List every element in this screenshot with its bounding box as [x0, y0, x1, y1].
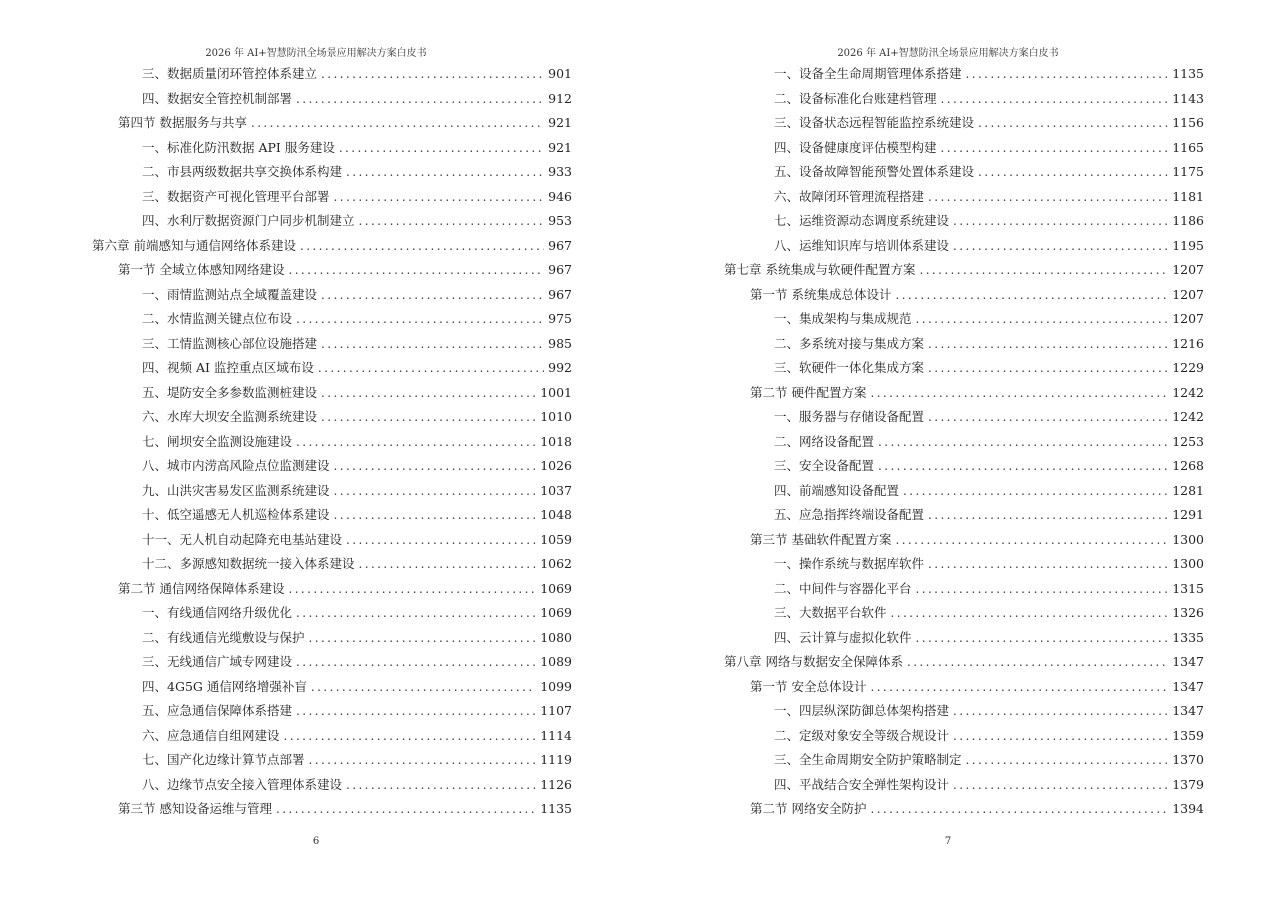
toc-entry-title: 十一、无人机自动起降充电基站建设: [142, 531, 343, 547]
toc-leader-dots: [870, 676, 1168, 698]
toc-leader-dots: [296, 700, 536, 722]
toc-entry[interactable]: [774, 700, 1204, 722]
toc-entry-page: 975: [548, 311, 572, 326]
toc-leader-dots: [870, 798, 1168, 820]
toc-entry[interactable]: [142, 627, 572, 649]
toc-entry[interactable]: [142, 749, 572, 771]
toc-entry-page: 967: [548, 262, 572, 277]
toc-entry-title: 三、数据资产可视化管理平台部署: [142, 188, 330, 204]
toc-entry-title: 三、工情监测核心部位设施搭建: [142, 335, 318, 351]
toc-leader-dots: [895, 284, 1168, 306]
toc-entry-title: 第三节 感知设备运维与管理: [118, 801, 272, 816]
toc-entry-page: 1059: [540, 531, 572, 547]
toc-leader-dots: [903, 480, 1168, 502]
toc-entry-page: 985: [548, 335, 572, 351]
toc-entry-page: 1135: [540, 801, 572, 816]
toc-entry-title: 第六章 前端感知与通信网络体系建设: [92, 237, 296, 253]
toc-entry-page: 1300: [1172, 531, 1204, 547]
toc-entry[interactable]: [142, 137, 572, 159]
toc-entry-page: 1143: [1172, 90, 1204, 106]
toc-leader-dots: [296, 651, 536, 673]
toc-entry-title: 四、前端感知设备配置: [774, 482, 900, 498]
toc-entry-title: 第一节 系统集成总体设计: [750, 286, 892, 302]
toc-leader-dots: [251, 112, 544, 134]
toc-entry[interactable]: [774, 504, 1204, 526]
toc-entry-page: 1001: [540, 384, 572, 400]
toc-leader-dots: [953, 235, 1168, 257]
toc-entry[interactable]: [774, 774, 1204, 796]
toc-leader-dots: [916, 627, 1169, 649]
toc-entry-title: 七、国产化边缘计算节点部署: [142, 752, 305, 767]
toc-entry-page: 967: [548, 286, 572, 302]
toc-entry[interactable]: [750, 798, 1204, 820]
toc-entry[interactable]: [774, 333, 1204, 355]
toc-entry-title: 三、大数据平台软件: [774, 605, 887, 620]
toc-entry-title: 八、边缘节点安全接入管理体系建设: [142, 776, 343, 792]
toc-leader-dots: [895, 529, 1168, 551]
toc-entry[interactable]: [750, 382, 1204, 404]
toc-entry-page: 1281: [1172, 482, 1204, 498]
toc-entry-title: 七、闸坝安全监测设施建设: [142, 433, 293, 449]
toc-entry-title: 三、无线通信广域专网建设: [142, 654, 293, 669]
toc-entry[interactable]: [142, 725, 572, 747]
toc-entry[interactable]: [142, 774, 572, 796]
toc-leader-dots: [296, 88, 544, 110]
toc-leader-dots: [318, 357, 544, 379]
toc-leader-dots: [359, 553, 537, 575]
toc-entry[interactable]: [118, 578, 572, 600]
toc-entry-title: 第八章 网络与数据安全保障体系: [724, 654, 903, 669]
toc-entry-page: 1135: [1172, 66, 1204, 81]
toc-entry-title: 一、操作系统与数据库软件: [774, 556, 925, 571]
toc-entry-page: 1126: [540, 776, 572, 792]
toc-entry[interactable]: [142, 406, 572, 428]
toc-entry-title: 第七章 系统集成与软硬件配置方案: [724, 262, 916, 277]
toc-entry-page: 1207: [1172, 311, 1204, 326]
toc-entry[interactable]: [774, 406, 1204, 428]
toc-entry[interactable]: [774, 137, 1204, 159]
toc-leader-dots: [296, 308, 544, 330]
toc-entry-page: 1026: [540, 458, 572, 473]
toc-entry-page: 1370: [1172, 752, 1204, 767]
toc-leader-dots: [288, 259, 544, 281]
toc-leader-dots: [978, 161, 1168, 183]
toc-entry-page: 1165: [1172, 139, 1204, 155]
toc-entry-title: 三、安全设备配置: [774, 458, 875, 473]
toc-entry-page: 1195: [1172, 237, 1204, 253]
toc-entry-title: 二、多系统对接与集成方案: [774, 335, 925, 351]
toc-entry-page: 1037: [540, 482, 572, 498]
toc-entry-page: 1069: [540, 580, 572, 596]
toc-entry-title: 二、水情监测关键点位布设: [142, 311, 293, 326]
toc-leader-dots: [928, 357, 1168, 379]
toc-entry-title: 五、设备故障智能预警处置体系建设: [774, 164, 975, 179]
toc-entry-page: 992: [548, 360, 572, 375]
toc-leader-dots: [334, 480, 537, 502]
toc-leader-dots: [941, 88, 1169, 110]
toc-entry-page: 1181: [1172, 188, 1204, 204]
toc-entry-page: 1107: [540, 703, 572, 718]
toc-entry-title: 八、运维知识库与培训体系建设: [774, 237, 950, 253]
toc-entry-title: 三、软硬件一体化集成方案: [774, 360, 925, 375]
toc-entry[interactable]: [774, 308, 1204, 330]
toc-entry-page: 1099: [540, 678, 572, 694]
toc-entry-page: 1018: [540, 433, 572, 449]
page-number: 7: [944, 836, 952, 847]
toc-entry-title: 四、视频 AI 监控重点区域布设: [142, 360, 314, 375]
toc-entry-page: 1010: [540, 409, 572, 424]
toc-entry-title: 第一节 安全总体设计: [750, 678, 867, 694]
toc-entry-page: 1300: [1172, 556, 1204, 571]
toc-entry-title: 四、4G5G 通信网络增强补盲: [142, 678, 307, 694]
toc-leader-dots: [346, 529, 536, 551]
toc-entry-title: 六、水库大坝安全监测系统建设: [142, 409, 318, 424]
toc-leader-dots: [346, 774, 536, 796]
toc-entry-page: 1315: [1172, 580, 1204, 596]
toc-entry[interactable]: [774, 431, 1204, 453]
toc-leader-dots: [907, 651, 1168, 673]
toc-leader-dots: [300, 235, 544, 257]
toc-entry-page: 1062: [540, 556, 572, 571]
toc-leader-dots: [966, 749, 1169, 771]
toc-entry-page: 1119: [540, 752, 572, 767]
toc-entry[interactable]: [118, 112, 572, 134]
toc-entry[interactable]: [142, 88, 572, 110]
toc-entry[interactable]: [142, 284, 572, 306]
toc-entry-title: 二、定级对象安全等级合规设计: [774, 727, 950, 743]
toc-entry[interactable]: [774, 186, 1204, 208]
toc-leader-dots: [878, 455, 1168, 477]
toc-entry-page: 1175: [1172, 164, 1204, 179]
toc-entry[interactable]: [774, 578, 1204, 600]
toc-leader-dots: [953, 700, 1168, 722]
toc-entry-page: 1253: [1172, 433, 1204, 449]
toc-leader-dots: [288, 578, 536, 600]
toc-leader-dots: [296, 431, 536, 453]
toc-entry-page: 1394: [1172, 801, 1204, 816]
toc-leader-dots: [966, 63, 1169, 85]
toc-entry[interactable]: [724, 651, 1204, 673]
toc-entry-page: 1242: [1172, 409, 1204, 424]
toc-entry[interactable]: [142, 700, 572, 722]
toc-entry-page: 933: [548, 164, 572, 179]
toc-leader-dots: [919, 259, 1168, 281]
toc-entry[interactable]: [142, 676, 572, 698]
toc-entry-title: 二、中间件与容器化平台: [774, 580, 912, 596]
toc-entry[interactable]: [774, 480, 1204, 502]
toc-entry[interactable]: [774, 63, 1204, 85]
toc-entry-title: 一、集成架构与集成规范: [774, 311, 912, 326]
toc-leader-dots: [339, 137, 544, 159]
toc-entry[interactable]: [142, 161, 572, 183]
toc-entry[interactable]: [142, 651, 572, 673]
toc-entry-page: 1207: [1172, 262, 1204, 277]
toc-entry[interactable]: [774, 161, 1204, 183]
toc-entry-title: 四、云计算与虚拟化软件: [774, 629, 912, 645]
toc-entry-page: 1229: [1172, 360, 1204, 375]
toc-entry-title: 三、设备状态远程智能监控系统建设: [774, 115, 975, 130]
toc-entry-title: 五、应急通信保障体系搭建: [142, 703, 293, 718]
toc-entry-title: 一、标准化防汛数据 API 服务建设: [142, 139, 335, 155]
toc-entry-title: 五、堤防安全多参数监测桩建设: [142, 384, 318, 400]
toc-leader-dots: [928, 553, 1168, 575]
toc-leader-dots: [296, 602, 536, 624]
toc-leader-dots: [928, 406, 1168, 428]
toc-entry-title: 六、故障闭环管理流程搭建: [774, 188, 925, 204]
toc-entry-title: 四、设备健康度评估模型构建: [774, 139, 937, 155]
toc-entry[interactable]: [142, 480, 572, 502]
toc-entry-title: 一、四层纵深防御总体架构搭建: [774, 703, 950, 718]
toc-leader-dots: [311, 676, 536, 698]
toc-leader-dots: [928, 504, 1168, 526]
toc-entry-page: 1359: [1172, 727, 1204, 743]
toc-entry-page: 1379: [1172, 776, 1204, 792]
toc-leader-dots: [916, 308, 1169, 330]
toc-entry-page: 946: [548, 188, 572, 204]
toc-leader-dots: [309, 627, 537, 649]
toc-leader-dots: [284, 725, 537, 747]
toc-entry[interactable]: [118, 259, 572, 281]
toc-entry[interactable]: [142, 63, 572, 85]
toc-entry-page: 1080: [540, 629, 572, 645]
toc-entry-page: 1186: [1172, 213, 1204, 228]
toc-entry-page: 1326: [1172, 605, 1204, 620]
toc-leader-dots: [276, 798, 536, 820]
toc-leader-dots: [346, 161, 544, 183]
toc-entry[interactable]: [142, 602, 572, 624]
toc-entry-title: 十二、多源感知数据统一接入体系建设: [142, 556, 355, 571]
toc-entry[interactable]: [142, 186, 572, 208]
toc-entry[interactable]: [774, 749, 1204, 771]
toc-entry[interactable]: [724, 259, 1204, 281]
toc-entry-title: 九、山洪灾害易发区监测系统建设: [142, 482, 330, 498]
toc-entry-title: 三、全生命周期安全防护策略制定: [774, 752, 962, 767]
toc-entry[interactable]: [142, 504, 572, 526]
toc-entry-title: 十、低空遥感无人机巡检体系建设: [142, 507, 330, 522]
toc-entry[interactable]: [142, 210, 572, 232]
right-page: [632, 0, 1264, 898]
toc-entry-title: 第三节 基础软件配置方案: [750, 531, 892, 547]
toc-entry-page: 1156: [1172, 115, 1204, 130]
toc-entry[interactable]: [142, 529, 572, 551]
toc-entry-title: 三、数据质量闭环管控体系建立: [142, 66, 318, 81]
toc-entry-title: 一、有线通信网络升级优化: [142, 605, 293, 620]
toc-entry-title: 四、水利厅数据资源门户同步机制建立: [142, 213, 355, 228]
toc-entry-title: 二、市县两级数据共享交换体系构建: [142, 164, 343, 179]
toc-leader-dots: [321, 382, 536, 404]
toc-entry-page: 1335: [1172, 629, 1204, 645]
toc-entry[interactable]: [142, 553, 572, 575]
toc-leader-dots: [359, 210, 545, 232]
toc-entry-page: 953: [548, 213, 572, 228]
toc-entry-title: 七、运维资源动态调度系统建设: [774, 213, 950, 228]
toc-entry[interactable]: [774, 725, 1204, 747]
toc-entry-title: 二、设备标准化台账建档管理: [774, 90, 937, 106]
toc-entry-title: 第二节 网络安全防护: [750, 801, 867, 816]
toc-entry-title: 八、城市内涝高风险点位监测建设: [142, 458, 330, 473]
toc-entry[interactable]: [142, 357, 572, 379]
toc-entry-title: 一、雨情监测站点全域覆盖建设: [142, 286, 318, 302]
toc-entry-title: 二、有线通信光缆敷设与保护: [142, 629, 305, 645]
toc-entry[interactable]: [774, 357, 1204, 379]
toc-entry-page: 967: [548, 237, 572, 253]
toc-entry-page: 1347: [1172, 678, 1204, 694]
toc-leader-dots: [334, 455, 537, 477]
toc-entry[interactable]: [750, 529, 1204, 551]
toc-entry-title: 第二节 通信网络保障体系建设: [118, 580, 285, 596]
toc-entry[interactable]: [774, 553, 1204, 575]
toc-entry[interactable]: [142, 382, 572, 404]
toc-entry-title: 五、应急指挥终端设备配置: [774, 507, 925, 522]
toc-entry-page: 1268: [1172, 458, 1204, 473]
toc-leader-dots: [978, 112, 1168, 134]
toc-entry-page: 1347: [1172, 654, 1204, 669]
toc-entry[interactable]: [750, 284, 1204, 306]
toc-entry[interactable]: [774, 455, 1204, 477]
toc-entry-page: 921: [548, 139, 572, 155]
toc-entry[interactable]: [142, 431, 572, 453]
running-header: 2026 年 AI+智慧防汛全场景应用解决方案白皮书: [837, 48, 1059, 59]
toc-entry-page: 1242: [1172, 384, 1204, 400]
toc-entry-page: 1089: [540, 654, 572, 669]
toc-entry-page: 1048: [540, 507, 572, 522]
toc-entry[interactable]: [92, 235, 572, 257]
toc-leader-dots: [321, 333, 544, 355]
left-page: [0, 0, 632, 898]
toc-leader-dots: [953, 774, 1168, 796]
toc-entry-page: 1069: [540, 605, 572, 620]
toc-entry[interactable]: [118, 798, 572, 820]
toc-leader-dots: [870, 382, 1168, 404]
toc-leader-dots: [321, 406, 536, 428]
toc-entry-title: 一、设备全生命周期管理体系搭建: [774, 66, 962, 81]
toc-entry-page: 912: [548, 90, 572, 106]
toc-entry[interactable]: [774, 112, 1204, 134]
toc-leader-dots: [878, 431, 1168, 453]
toc-entry-title: 四、数据安全管控机制部署: [142, 90, 293, 106]
toc-leader-dots: [309, 749, 537, 771]
toc-entry[interactable]: [750, 676, 1204, 698]
toc-entry-page: 1114: [540, 727, 572, 743]
toc-leader-dots: [321, 63, 544, 85]
toc-entry-title: 六、应急通信自组网建设: [142, 727, 280, 743]
toc-leader-dots: [928, 186, 1168, 208]
toc-entry[interactable]: [142, 308, 572, 330]
toc-entry-page: 901: [548, 66, 572, 81]
toc-leader-dots: [916, 578, 1169, 600]
toc-entry[interactable]: [774, 602, 1204, 624]
running-header: 2026 年 AI+智慧防汛全场景应用解决方案白皮书: [205, 48, 427, 59]
toc-entry-title: 第二节 硬件配置方案: [750, 384, 867, 400]
toc-entry-page: 1207: [1172, 286, 1204, 302]
toc-entry-page: 1291: [1172, 507, 1204, 522]
page-number: 6: [312, 836, 320, 847]
toc-entry-page: 1347: [1172, 703, 1204, 718]
toc-entry-title: 一、服务器与存储设备配置: [774, 409, 925, 424]
toc-entry-page: 921: [548, 115, 572, 130]
toc-entry[interactable]: [142, 455, 572, 477]
toc-entry[interactable]: [774, 210, 1204, 232]
toc-leader-dots: [941, 137, 1169, 159]
toc-entry-page: 1216: [1172, 335, 1204, 351]
toc-entry-title: 四、平战结合安全弹性架构设计: [774, 776, 950, 792]
toc-entry[interactable]: [142, 333, 572, 355]
toc-leader-dots: [891, 602, 1169, 624]
toc-leader-dots: [334, 504, 537, 526]
toc-entry-title: 第一节 全域立体感知网络建设: [118, 262, 285, 277]
toc-leader-dots: [321, 284, 544, 306]
toc-leader-dots: [953, 210, 1168, 232]
toc-entry[interactable]: [774, 235, 1204, 257]
toc-entry-title: 二、网络设备配置: [774, 433, 875, 449]
toc-leader-dots: [334, 186, 545, 208]
toc-leader-dots: [928, 333, 1168, 355]
toc-entry-title: 第四节 数据服务与共享: [118, 115, 247, 130]
toc-leader-dots: [953, 725, 1168, 747]
toc-entry[interactable]: [774, 88, 1204, 110]
toc-entry[interactable]: [774, 627, 1204, 649]
